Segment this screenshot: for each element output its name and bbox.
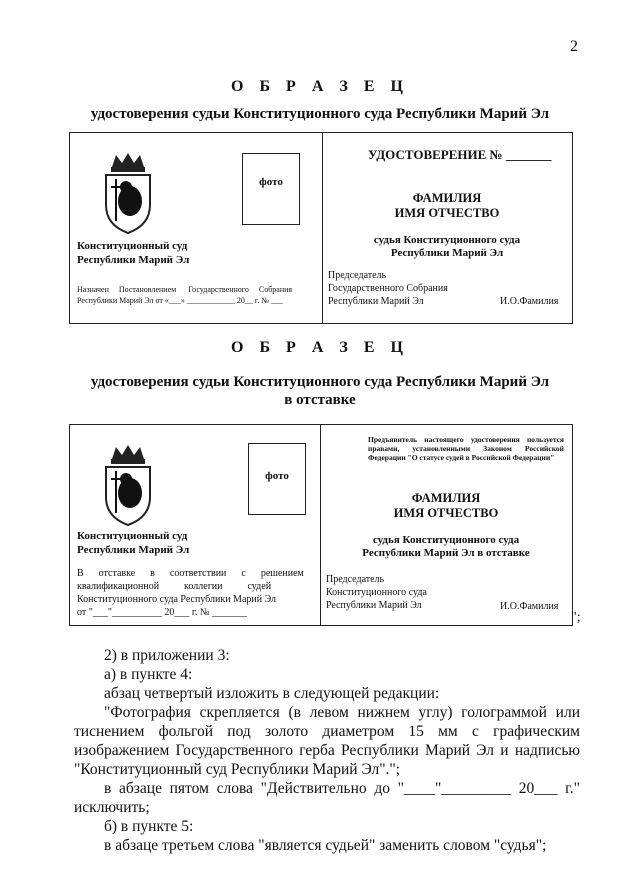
amendment-subitem-a: а) в пункте 4: — [104, 666, 193, 683]
retirement-line3: Конституционного суда Республики Марий Эл — [77, 594, 277, 605]
amendment-item-2: 2) в приложении 3: — [104, 647, 230, 664]
appointment-line2: Республики Марий Эл от «___» ____________ 20__ г. № ___ — [77, 296, 283, 305]
position-line1: судья Конституционного суда — [372, 534, 520, 546]
surname-placeholder: ФАМИЛИЯ — [411, 491, 481, 505]
closing-quote: "; — [571, 610, 581, 625]
new-text-line1: "Фотография скрепляется (в левом нижнем углу) голограммой или — [104, 704, 580, 721]
chair-line2: Государственного Собрания — [328, 283, 448, 294]
chair-line3: Республики Марий Эл — [326, 600, 422, 611]
photo-placeholder — [242, 153, 300, 225]
card-divider — [322, 133, 323, 323]
amendment-instruction: абзац четвертый изложить в следующей редакции: — [104, 685, 440, 702]
chair-line2: Конституционного суда — [326, 587, 427, 598]
section2-subtitle-line2: в отставке — [284, 392, 356, 408]
paragraph3-replacement: в абзаце третьем слова "является судьей" заменить словом "судья"; — [104, 837, 547, 854]
new-text-line3: изображением Государственного герба Республики Марий Эл и надписью — [74, 742, 580, 759]
chair-line3: Республики Марий Эл — [328, 296, 424, 307]
retirement-line2: квалификационной коллегии судей — [77, 581, 272, 592]
name-placeholder: ИМЯ ОТЧЕСТВО — [394, 206, 500, 220]
photo-label: фото — [265, 470, 289, 482]
coat-of-arms-icon — [100, 149, 156, 235]
retirement-line4: от "___"__________ 20___ г. № _______ — [77, 607, 247, 618]
section2-heading: О Б Р А З Е Ц — [231, 339, 409, 356]
photo-placeholder — [248, 443, 306, 515]
rights-notice: Предъявитель настоящего удостоверения пользуется правами, установленными Законом Российской Федерации "О статусе судей в Российской Федерации" — [368, 435, 564, 462]
court-name-line1: Конституционный суд — [77, 240, 188, 252]
court-name-line1: Конституционный суд — [77, 530, 188, 542]
retired-certificate-card — [69, 424, 573, 626]
signature-placeholder: И.О.Фамилия — [500, 296, 559, 307]
card-divider — [320, 425, 321, 625]
position-line1: судья Конституционного суда — [373, 234, 521, 246]
new-text-line4: "Конституционный суд Республики Марий Эл"."; — [74, 761, 401, 778]
amendment-subitem-b: б) в пункте 5: — [104, 818, 194, 835]
retirement-line1: В отставке в соответствии с решением — [77, 568, 304, 579]
certificate-card — [69, 132, 573, 324]
section2-subtitle-line1: удостоверения судьи Конституционного суда Республики Марий Эл — [90, 374, 550, 390]
surname-placeholder: ФАМИЛИЯ — [412, 191, 482, 205]
name-placeholder: ИМЯ ОТЧЕСТВО — [393, 506, 499, 520]
position-line2: Республики Марий Эл — [390, 247, 504, 259]
section1-heading: О Б Р А З Е Ц — [231, 78, 409, 95]
court-name-line2: Республики Марий Эл — [77, 544, 190, 556]
court-name-line2: Республики Марий Эл — [77, 254, 190, 266]
position-line2: Республики Марий Эл в отставке — [362, 547, 530, 559]
chair-line1: Председатель — [328, 270, 387, 281]
appointment-line1: Назначен Постановлением Государственного Собрания — [77, 285, 293, 294]
certificate-number: УДОСТОВЕРЕНИЕ № _______ — [368, 147, 552, 162]
chair-line1: Председатель — [326, 574, 385, 585]
section1-subtitle: удостоверения судьи Конституционного суда Республики Марий Эл — [90, 106, 550, 122]
paragraph5-line1: в абзаце пятом слова "Действительно до "____"_________ 20___ г." — [104, 780, 580, 797]
coat-of-arms-icon — [100, 441, 156, 527]
new-text-line2: тиснением фольгой под золото диаметром 15 мм с графическим — [74, 723, 580, 740]
paragraph5-line2: исключить; — [74, 799, 150, 816]
signature-placeholder: И.О.Фамилия — [500, 601, 559, 612]
page-number: 2 — [570, 38, 578, 55]
photo-label: фото — [259, 176, 283, 188]
